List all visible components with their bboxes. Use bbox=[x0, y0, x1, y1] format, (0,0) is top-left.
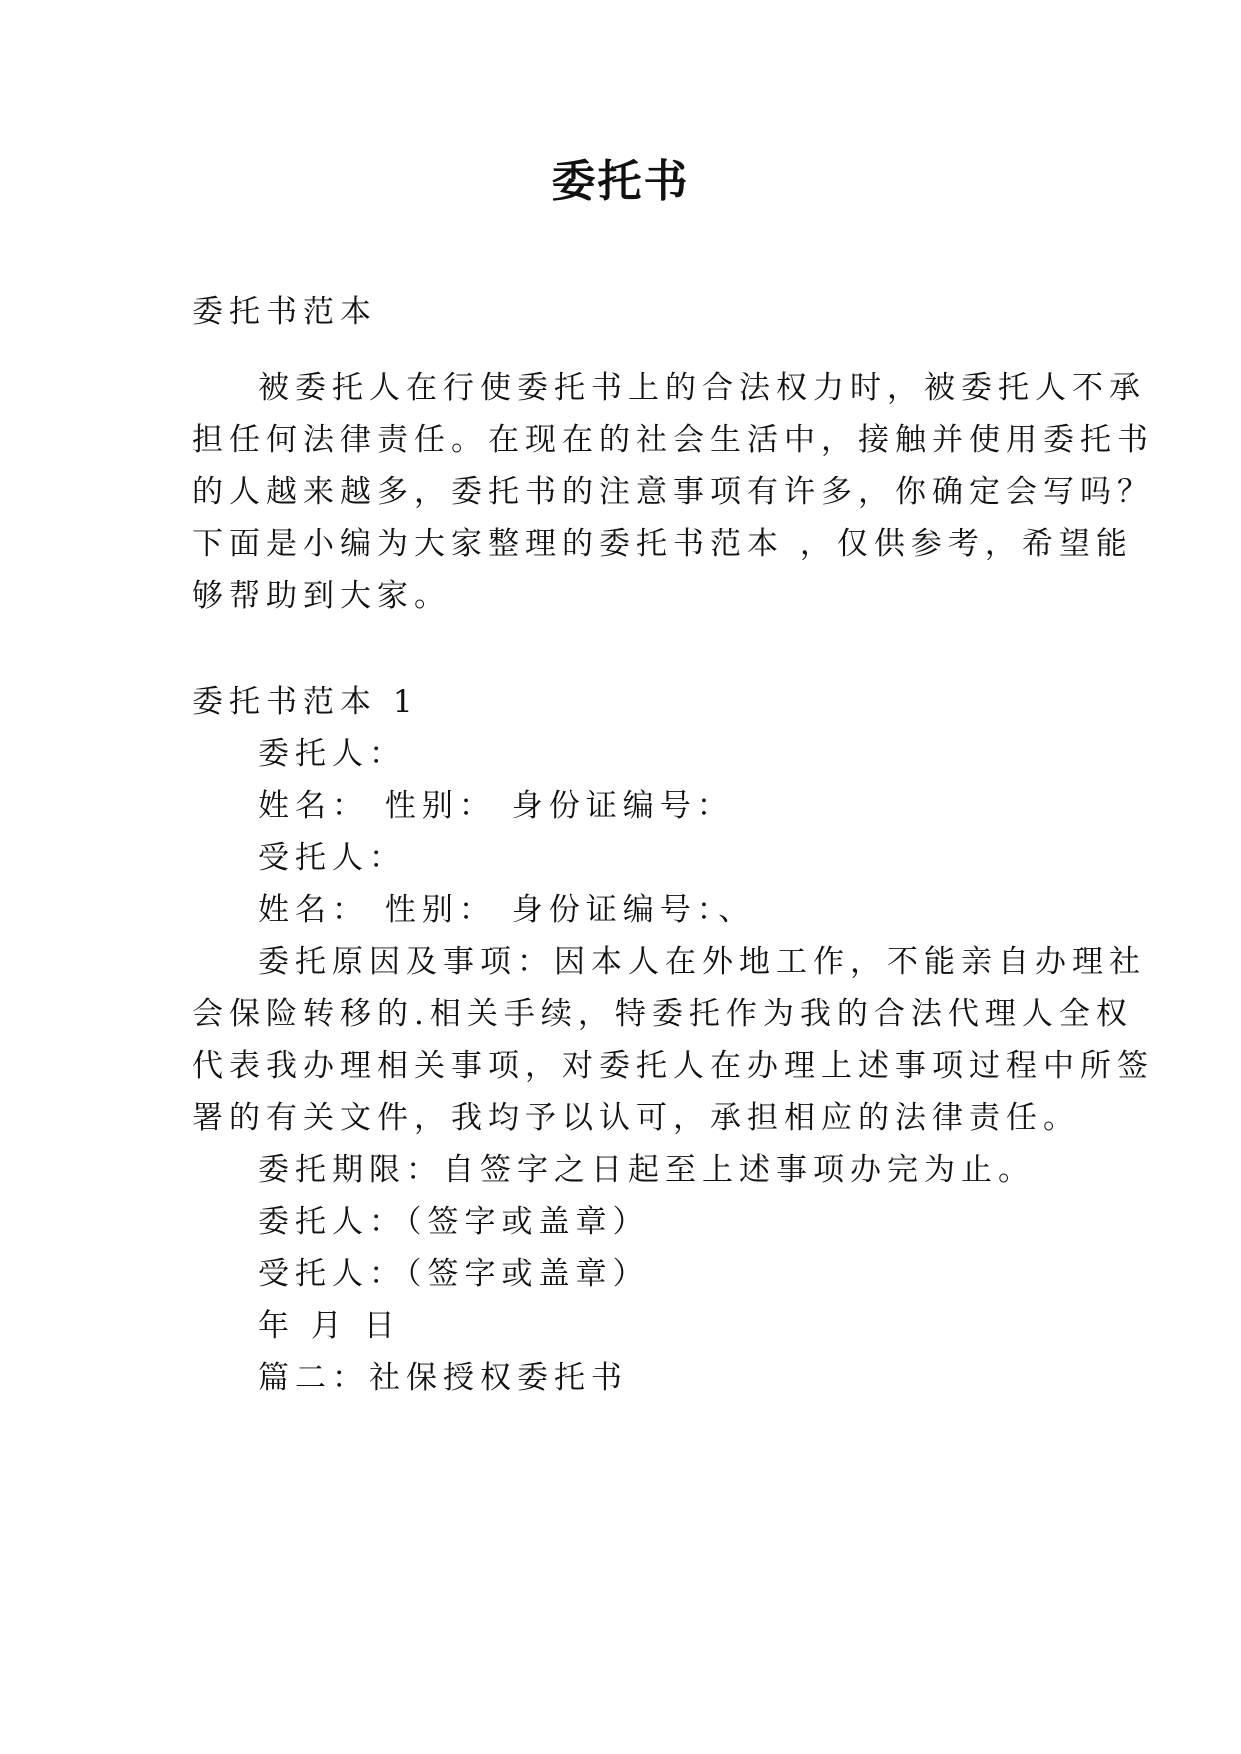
agent-label: 受托人： bbox=[258, 840, 406, 876]
reason-line-3: 代表我办理相关事项，对委托人在办理上述事项过程中所签 bbox=[192, 1048, 1154, 1084]
principal-signature: 委托人：（签字或盖章） bbox=[258, 1204, 650, 1240]
reason-line-4: 署的有关文件，我均予以认可，承担相应的法律责任。 bbox=[192, 1100, 1080, 1136]
sample-heading: 委托书范本 1 bbox=[192, 684, 419, 720]
principal-label: 委托人： bbox=[258, 736, 406, 772]
document-title: 委托书 bbox=[551, 156, 690, 207]
term-line: 委托期限：自签字之日起至上述事项办完为止。 bbox=[258, 1152, 1035, 1188]
next-section-heading: 篇二：社保授权委托书 bbox=[258, 1360, 628, 1396]
section-heading: 委托书范本 bbox=[192, 294, 377, 330]
intro-line-2: 担任何法律责任。在现在的社会生活中，接触并使用委托书 bbox=[192, 422, 1154, 458]
date-line: 年 月 日 bbox=[258, 1308, 401, 1344]
reason-line-1: 委托原因及事项：因本人在外地工作，不能亲自办理社 bbox=[258, 944, 1146, 980]
agent-details: 姓名： 性别： 身份证编号：、 bbox=[258, 892, 756, 928]
agent-signature: 受托人：（签字或盖章） bbox=[258, 1256, 650, 1292]
principal-details: 姓名： 性别： 身份证编号： bbox=[258, 788, 734, 824]
reason-line-2: 会保险转移的.相关手续，特委托作为我的合法代理人全权 bbox=[192, 996, 1133, 1032]
intro-line-3: 的人越来越多，委托书的注意事项有许多，你确定会写吗？ bbox=[192, 474, 1154, 510]
intro-line-4: 下面是小编为大家整理的委托书范本 ，仅供参考，希望能 bbox=[192, 526, 1133, 562]
intro-line-1: 被委托人在行使委托书上的合法权力时，被委托人不承 bbox=[258, 370, 1146, 406]
intro-line-5: 够帮助到大家。 bbox=[192, 578, 451, 614]
